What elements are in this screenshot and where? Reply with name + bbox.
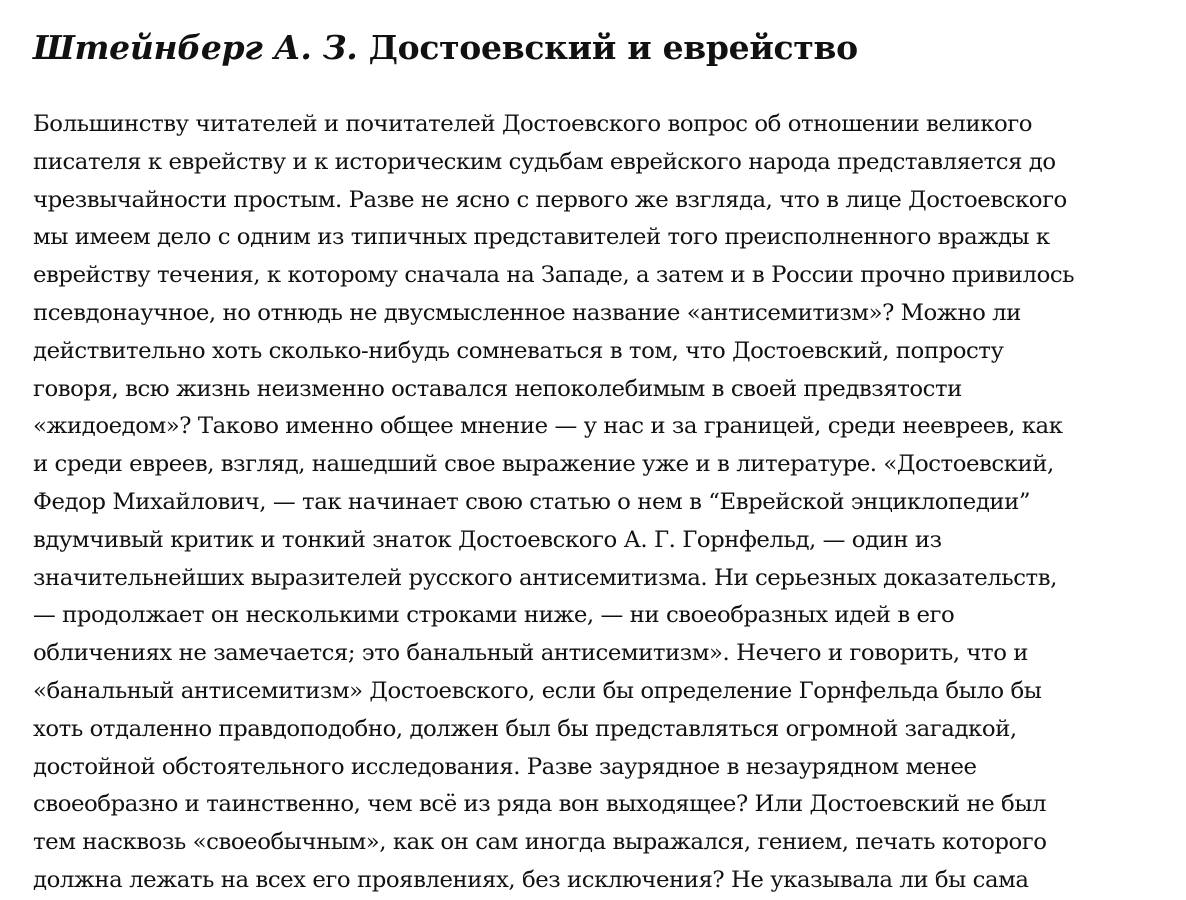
body-line: мы имеем дело с одним из типичных представителей того преисполненного вражды к [33, 224, 1050, 251]
body-line: и среди евреев, взгляд, нашедший свое выражение уже и в литературе. «Достоевский, [33, 451, 1054, 478]
article-body [33, 106, 1163, 900]
body-line: Федор Михайлович, — так начинает свою статью о нем в “Еврейской энциклопедии” [33, 488, 1031, 515]
body-line: говоря, всю жизнь неизменно оставался непоколебимым в своей предвзятости [33, 375, 962, 402]
body-line: чрезвычайности простым. Разве не ясно с первого же взгляда, что в лице Достоевского [33, 186, 1067, 213]
body-line: вдумчивый критик и тонкий знаток Достоевского А. Г. Горнфельд, — один из [33, 526, 942, 553]
body-line: «банальный антисемитизм» Достоевского, если бы определение Горнфельда было бы [33, 677, 1042, 704]
body-line: писателя к еврейству и к историческим судьбам еврейского народа представляется до [33, 148, 1056, 175]
body-line: еврейству течения, к которому сначала на Западе, а затем и в России прочно привилось [33, 262, 1075, 289]
body-line: псевдонаучное, но отнюдь не двусмысленное название «антисемитизм»? Можно ли [33, 299, 1021, 326]
title-author: Штейнберг А. З. [33, 28, 358, 67]
page-title [33, 26, 1163, 70]
body-line: должна лежать на всех его проявлениях, без исключения? Не указывала ли бы сама [33, 866, 1029, 893]
body-line: обличениях не замечается; это банальный антисемитизм». Нечего и говорить, что и [33, 640, 1029, 667]
body-line: хоть отдаленно правдоподобно, должен был бы представляться огромной загадкой, [33, 715, 1017, 742]
title-work: Достоевский и еврейство [368, 28, 858, 67]
body-line: своеобразно и таинственно, чем всё из ряда вон выходящее? Или Достоевский не был [33, 791, 1047, 818]
body-line: действительно хоть сколько-нибудь сомневаться в том, что Достоевский, попросту [33, 337, 1004, 364]
body-line: достойной обстоятельного исследования. Разве заурядное в незаурядном менее [33, 753, 977, 780]
body-line: Большинству читателей и почитателей Достоевского вопрос об отношении великого [33, 111, 1033, 137]
body-line: тем насквозь «своеобычным», как он сам иногда выражался, гением, печать которого [33, 829, 1047, 856]
body-line: значительнейших выразителей русского антисемитизма. Ни серьезных доказательств, [33, 564, 1057, 591]
body-line: «жидоедом»? Таково именно общее мнение — у нас и за границей, среди неевреев, как [33, 413, 1063, 440]
document-page [33, 0, 1163, 900]
body-line: — продолжает он несколькими строками ниже, — ни своеобразных идей в его [33, 602, 955, 629]
